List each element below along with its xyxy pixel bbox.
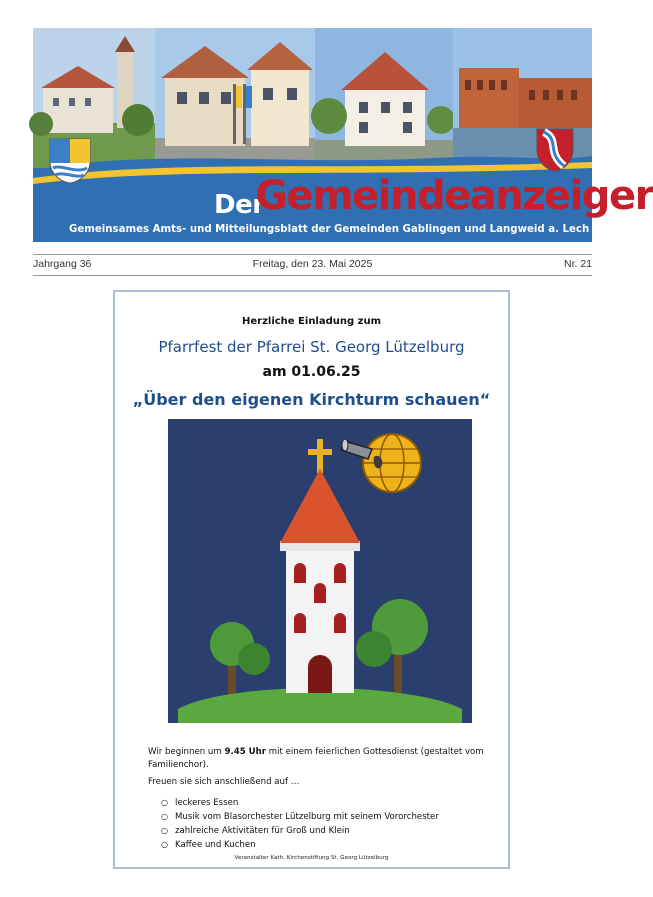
globe-icon [363,434,421,492]
list-item-text: Kaffee und Kuchen [175,840,256,850]
service-text-end: mit einem feierlichen Gottesdienst (gestaltet vom Familienchor). [148,747,484,770]
list-item-text: leckeres Essen [175,798,239,808]
issue-volume: Jahrgang 36 [33,258,92,270]
list-item [161,798,439,812]
invitation-line: Herzliche Einladung zum [241,316,382,327]
masthead-title-der: Der [214,190,265,220]
list-item-text: Musik vom Blasorchester Lützelburg mit seinem Vororchester [175,812,439,822]
issue-info-bar [33,254,592,276]
organizer-line: Veranstalter Kath. Kirchenstiftung St. Georg Lützelburg [234,855,389,861]
service-paragraph [148,746,488,772]
masthead-photo-strip [33,28,592,168]
masthead [33,28,653,242]
issue-date: Freitag, den 23. Mai 2025 [252,258,373,270]
pfarrfest-flyer [113,290,510,869]
bullet-circle-icon: ○ [161,812,168,821]
event-motto: „Über den eigenen Kirchturm schauen“ [132,390,491,409]
bullet-circle-icon: ○ [161,840,168,849]
service-time: 9.45 Uhr [224,747,266,757]
masthead-subtitle: Gemeinsames Amts- und Mitteilungsblatt der Gemeinden Gablingen und Langweid a. Lech [69,224,590,235]
event-title: Pfarrfest der Pfarrei St. Georg Lützelburg [158,338,465,356]
photo-town-hall [155,28,315,168]
list-item [161,840,439,854]
service-text-start: Wir beginnen um [148,747,225,757]
bullet-circle-icon: ○ [161,826,168,835]
lead-text: Freuen sie sich anschließend auf … [148,777,300,787]
church-tower-illustration [168,419,472,723]
masthead-title: Gemeindeanzeiger [255,173,653,219]
event-date: am 01.06.25 [262,364,361,380]
list-item-text: zahlreiche Aktivitäten für Groß und Klein [175,826,350,836]
bullet-circle-icon: ○ [161,798,168,807]
coat-of-arms-langweid-icon [536,128,574,172]
program-list [161,798,439,854]
list-item [161,826,439,840]
list-item [161,812,439,826]
coat-of-arms-gablingen-icon [49,138,91,184]
issue-number: Nr. 21 [563,258,592,270]
photo-house [315,28,453,168]
